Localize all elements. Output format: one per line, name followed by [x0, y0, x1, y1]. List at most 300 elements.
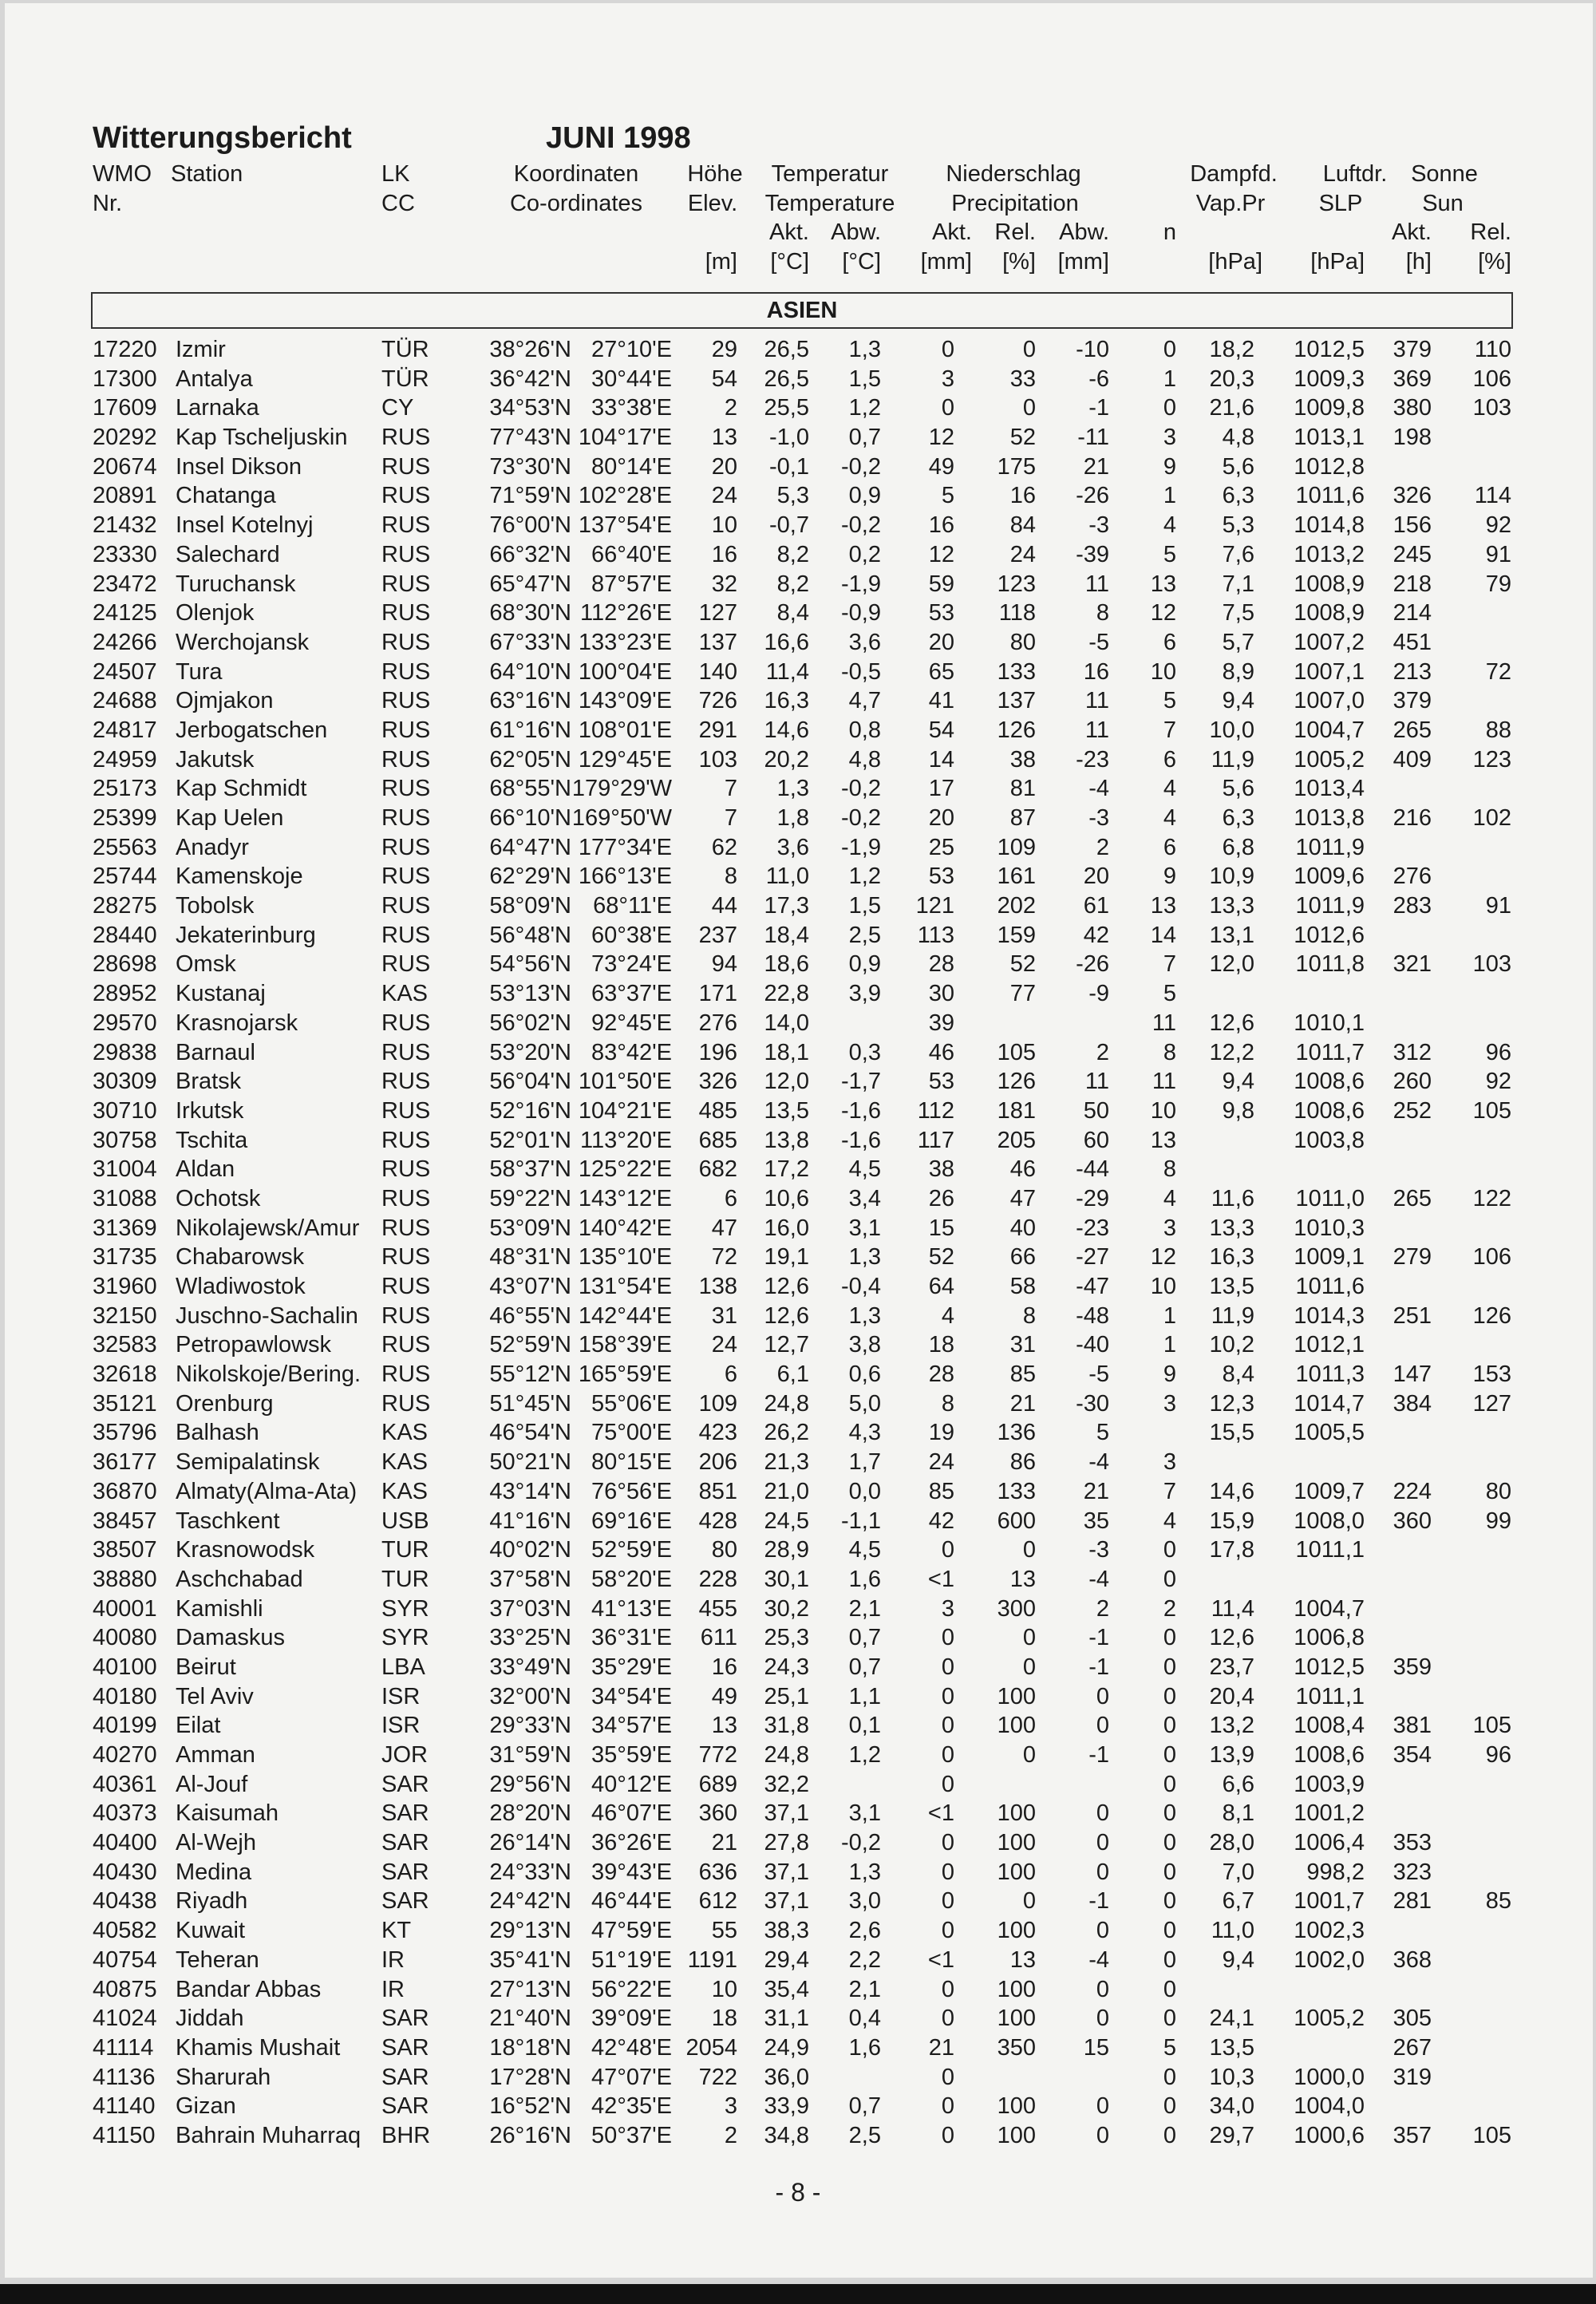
wmo-nr-cell: 38457	[93, 1508, 157, 1534]
station-name-cell: Krasnowodsk	[176, 1537, 315, 1563]
elevation-cell: 455	[698, 1595, 737, 1622]
section-title: ASIEN	[91, 292, 1513, 329]
wmo-nr-cell: 40875	[93, 1976, 157, 2002]
precip-rel-cell: 0	[1022, 337, 1036, 362]
precip-days-cell: 13	[1150, 1127, 1176, 1153]
latitude-cell: 76°00'N	[489, 512, 571, 539]
latitude-cell: 71°59'N	[489, 483, 571, 509]
sun-rel-cell: 126	[1472, 1302, 1511, 1329]
latitude-cell: 37°58'N	[489, 1566, 571, 1592]
sea-level-pressure-cell: 1007,1	[1294, 658, 1365, 685]
station-name-cell: Tschita	[176, 1127, 248, 1153]
table-row	[0, 570, 1596, 599]
longitude-cell: 35°29'E	[591, 1654, 672, 1680]
country-code-cell: RUS	[381, 1302, 431, 1329]
longitude-cell: 80°14'E	[591, 453, 672, 480]
sun-akt-cell: 281	[1393, 1888, 1432, 1915]
precip-abw-cell: 61	[1083, 893, 1109, 919]
sea-level-pressure-cell: 1004,7	[1294, 717, 1365, 743]
header-precip-unit-mm2: [mm]	[1057, 249, 1109, 275]
precip-abw-cell: 21	[1083, 453, 1109, 480]
table-row	[0, 774, 1596, 804]
precip-rel-cell: 133	[997, 658, 1036, 685]
latitude-cell: 43°07'N	[489, 1274, 571, 1299]
sun-akt-cell: 265	[1393, 1185, 1432, 1211]
station-name-cell: Krasnojarsk	[176, 1010, 298, 1036]
latitude-cell: 28°20'N	[489, 1800, 571, 1827]
sun-rel-cell: 96	[1485, 1742, 1511, 1768]
precip-rel-cell: 100	[997, 2093, 1036, 2120]
elevation-cell: 612	[698, 1888, 737, 1915]
wmo-nr-cell: 17609	[93, 395, 157, 421]
table-row	[0, 1067, 1596, 1097]
precip-days-cell: 14	[1150, 922, 1176, 948]
latitude-cell: 21°40'N	[489, 2006, 571, 2032]
temp-abw-cell: -0,2	[841, 1830, 881, 1856]
temp-abw-cell: 1,2	[848, 395, 881, 421]
precip-akt-cell: 64	[928, 1274, 954, 1299]
country-code-cell: SYR	[381, 1625, 429, 1651]
vapour-pressure-cell: 6,7	[1222, 1888, 1254, 1915]
vapour-pressure-cell: 15,9	[1209, 1508, 1254, 1534]
temp-abw-cell: -1,6	[841, 1097, 881, 1124]
precip-days-cell: 0	[1163, 395, 1176, 421]
vapour-pressure-cell: 29,7	[1209, 2122, 1254, 2148]
precip-akt-cell: 3	[941, 366, 954, 392]
elevation-cell: 109	[698, 1390, 737, 1417]
precip-akt-cell: 0	[941, 1859, 954, 1885]
latitude-cell: 58°09'N	[489, 893, 571, 919]
table-row	[0, 1507, 1596, 1536]
precip-rel-cell: 47	[1009, 1185, 1036, 1211]
sea-level-pressure-cell: 1009,1	[1294, 1244, 1365, 1271]
wmo-nr-cell: 28952	[93, 981, 157, 1007]
sun-akt-cell: 312	[1393, 1039, 1432, 1065]
wmo-nr-cell: 24688	[93, 688, 157, 714]
longitude-cell: 66°40'E	[591, 541, 672, 567]
table-row	[0, 1009, 1596, 1038]
longitude-cell: 58°20'E	[591, 1566, 672, 1592]
longitude-cell: 83°42'E	[591, 1039, 672, 1065]
precip-days-cell: 10	[1150, 658, 1176, 685]
precip-akt-cell: 21	[928, 2034, 954, 2061]
longitude-cell: 142°44'E	[578, 1302, 672, 1329]
temp-abw-cell: 4,5	[848, 1156, 881, 1183]
temp-abw-cell: 0,7	[848, 2093, 881, 2120]
temp-abw-cell: 2,1	[848, 1976, 881, 2002]
elevation-cell: 103	[698, 746, 737, 773]
sea-level-pressure-cell: 1001,7	[1294, 1888, 1365, 1915]
sun-akt-cell: 379	[1393, 688, 1432, 714]
temp-akt-cell: 24,9	[764, 2034, 809, 2061]
sea-level-pressure-cell: 1012,5	[1294, 337, 1365, 362]
precip-akt-cell: 42	[928, 1508, 954, 1534]
sun-rel-cell: 105	[1472, 1097, 1511, 1124]
temp-akt-cell: 24,3	[764, 1654, 809, 1680]
precip-abw-cell: 2	[1096, 1039, 1109, 1065]
temp-abw-cell: 2,6	[848, 1918, 881, 1944]
vapour-pressure-cell: 8,4	[1222, 1361, 1254, 1388]
station-name-cell: Ochotsk	[176, 1185, 261, 1211]
longitude-cell: 92°45'E	[591, 1010, 672, 1036]
vapour-pressure-cell: 34,0	[1209, 2093, 1254, 2120]
country-code-cell: TÜR	[381, 366, 429, 392]
temp-abw-cell: 0,7	[848, 425, 881, 451]
precip-akt-cell: 20	[928, 629, 954, 655]
elevation-cell: 276	[698, 1010, 737, 1036]
precip-abw-cell: -4	[1088, 1566, 1109, 1592]
elevation-cell: 127	[698, 600, 737, 626]
table-row	[0, 1623, 1596, 1653]
temp-akt-cell: 26,5	[764, 337, 809, 362]
temp-abw-cell: 0,1	[848, 1713, 881, 1739]
precip-abw-cell: -39	[1076, 541, 1109, 567]
temp-abw-cell: 1,2	[848, 1742, 881, 1768]
table-row	[0, 1916, 1596, 1946]
wmo-nr-cell: 29838	[93, 1039, 157, 1065]
precip-akt-cell: 0	[941, 1683, 954, 1709]
sun-akt-cell: 323	[1393, 1859, 1432, 1885]
country-code-cell: BHR	[381, 2122, 431, 2148]
precip-days-cell: 6	[1163, 834, 1176, 860]
country-code-cell: KAS	[381, 1478, 429, 1504]
table-row	[0, 804, 1596, 833]
precip-akt-cell: 65	[928, 658, 954, 685]
wmo-nr-cell: 23472	[93, 571, 157, 597]
precip-abw-cell: 0	[1096, 2093, 1109, 2120]
table-row	[0, 1126, 1596, 1156]
table-row	[0, 1828, 1596, 1858]
longitude-cell: 69°16'E	[591, 1508, 672, 1534]
station-name-cell: Sharurah	[176, 2064, 271, 2090]
wmo-nr-cell: 40438	[93, 1888, 157, 1915]
sun-akt-cell: 265	[1393, 717, 1432, 743]
header-sonne: Sonne	[1411, 161, 1478, 187]
country-code-cell: RUS	[381, 688, 431, 714]
precip-akt-cell: 49	[928, 453, 954, 480]
wmo-nr-cell: 30758	[93, 1127, 157, 1153]
station-name-cell: Omsk	[176, 951, 236, 978]
latitude-cell: 77°43'N	[489, 425, 571, 451]
sun-akt-cell: 224	[1393, 1478, 1432, 1504]
vapour-pressure-cell: 6,3	[1222, 805, 1254, 831]
precip-rel-cell: 84	[1009, 512, 1036, 539]
temp-abw-cell: -1,1	[841, 1508, 881, 1534]
header-vappr: Vap.Pr	[1195, 191, 1266, 216]
precip-akt-cell: <1	[927, 1946, 954, 1973]
vapour-pressure-cell: 9,4	[1222, 1069, 1254, 1095]
longitude-cell: 179°29'W	[571, 776, 672, 802]
sea-level-pressure-cell: 1004,0	[1294, 2093, 1365, 2120]
precip-rel-cell: 350	[997, 2034, 1036, 2061]
sea-level-pressure-cell: 1013,4	[1294, 776, 1365, 802]
station-name-cell: Al-Jouf	[176, 1771, 248, 1797]
precip-days-cell: 5	[1163, 2034, 1176, 2061]
sun-akt-cell: 198	[1393, 425, 1432, 451]
sun-rel-cell: 106	[1472, 1244, 1511, 1271]
longitude-cell: 63°37'E	[591, 981, 672, 1007]
header-precip-unit-mm: [mm]	[920, 249, 972, 275]
precip-rel-cell: 66	[1009, 1244, 1036, 1271]
longitude-cell: 52°59'E	[591, 1537, 672, 1563]
temp-abw-cell: -1,9	[841, 834, 881, 860]
latitude-cell: 68°30'N	[489, 600, 571, 626]
temp-akt-cell: 13,8	[764, 1127, 809, 1153]
header-precip-unit-pct: [%]	[1002, 249, 1036, 275]
latitude-cell: 52°01'N	[489, 1127, 571, 1153]
precip-abw-cell: 0	[1096, 1800, 1109, 1827]
wmo-nr-cell: 30710	[93, 1097, 157, 1124]
temp-abw-cell: 0,7	[848, 1625, 881, 1651]
table-row	[0, 2033, 1596, 2063]
wmo-nr-cell: 40100	[93, 1654, 157, 1680]
temp-akt-cell: 31,1	[764, 2006, 809, 2032]
wmo-nr-cell: 25399	[93, 805, 157, 831]
precip-rel-cell: 52	[1009, 951, 1036, 978]
precip-rel-cell: 0	[1022, 1625, 1036, 1651]
sea-level-pressure-cell: 1003,8	[1294, 1127, 1365, 1153]
table-row	[0, 1184, 1596, 1214]
wmo-nr-cell: 38507	[93, 1537, 157, 1563]
table-row	[0, 599, 1596, 628]
vapour-pressure-cell: 14,6	[1209, 1478, 1254, 1504]
station-name-cell: Barnaul	[176, 1039, 255, 1065]
country-code-cell: RUS	[381, 1039, 431, 1065]
temp-akt-cell: 25,1	[764, 1683, 809, 1709]
table-row	[0, 1477, 1596, 1507]
header-precipitation: Precipitation	[951, 191, 1079, 216]
wmo-nr-cell: 25744	[93, 864, 157, 890]
wmo-nr-cell: 40199	[93, 1713, 157, 1739]
header-niederschlag: Niederschlag	[946, 161, 1081, 187]
elevation-cell: 206	[698, 1449, 737, 1476]
country-code-cell: RUS	[381, 893, 431, 919]
temp-abw-cell: 3,1	[848, 1215, 881, 1241]
vapour-pressure-cell: 11,4	[1211, 1595, 1254, 1622]
latitude-cell: 46°55'N	[489, 1302, 571, 1329]
precip-akt-cell: 112	[917, 1097, 954, 1124]
elevation-cell: 16	[711, 1654, 737, 1680]
vapour-pressure-cell: 13,5	[1209, 1274, 1254, 1299]
latitude-cell: 29°13'N	[489, 1918, 571, 1944]
sun-rel-cell: 79	[1485, 571, 1511, 597]
precip-days-cell: 4	[1163, 805, 1176, 831]
precip-akt-cell: 0	[941, 2006, 954, 2032]
table-row	[0, 862, 1596, 891]
latitude-cell: 43°14'N	[489, 1478, 571, 1504]
precip-days-cell: 1	[1163, 366, 1176, 392]
wmo-nr-cell: 41140	[93, 2093, 156, 2120]
elevation-cell: 7	[724, 776, 737, 802]
elevation-cell: 689	[698, 1771, 737, 1797]
country-code-cell: RUS	[381, 453, 431, 480]
precip-days-cell: 8	[1163, 1039, 1176, 1065]
latitude-cell: 41°16'N	[489, 1508, 571, 1534]
sea-level-pressure-cell: 1009,3	[1294, 366, 1365, 392]
precip-abw-cell: -26	[1076, 951, 1109, 978]
sun-rel-cell: 127	[1472, 1390, 1511, 1417]
country-code-cell: IR	[381, 1946, 405, 1973]
precip-abw-cell: -23	[1076, 1215, 1109, 1241]
sea-level-pressure-cell: 1010,1	[1294, 1010, 1365, 1036]
wmo-nr-cell: 20292	[93, 425, 157, 451]
wmo-nr-cell: 40270	[93, 1742, 157, 1768]
precip-days-cell: 0	[1163, 1566, 1176, 1592]
table-row	[0, 1858, 1596, 1887]
temp-akt-cell: 32,2	[764, 1771, 809, 1797]
sun-akt-cell: 319	[1393, 2064, 1432, 2090]
elevation-cell: 24	[711, 483, 737, 509]
elevation-cell: 2	[724, 395, 737, 421]
sun-akt-cell: 283	[1393, 893, 1432, 919]
sun-akt-cell: 354	[1393, 1742, 1432, 1768]
wmo-nr-cell: 31369	[93, 1215, 157, 1241]
table-row	[0, 1214, 1596, 1243]
precip-akt-cell: <1	[927, 1800, 954, 1827]
temp-abw-cell: 3,6	[848, 629, 881, 655]
sun-akt-cell: 381	[1393, 1713, 1432, 1739]
station-name-cell: Antalya	[176, 366, 253, 392]
sun-akt-cell: 451	[1393, 629, 1432, 655]
precip-akt-cell: 121	[915, 893, 954, 919]
station-name-cell: Turuchansk	[176, 571, 296, 597]
country-code-cell: ISR	[381, 1713, 421, 1739]
temp-abw-cell: 2,5	[848, 922, 881, 948]
vapour-pressure-cell: 20,4	[1209, 1683, 1254, 1709]
station-name-cell: Tel Aviv	[176, 1683, 254, 1709]
precip-abw-cell: -10	[1076, 337, 1109, 362]
sea-level-pressure-cell: 1010,3	[1294, 1215, 1365, 1241]
temp-abw-cell: -0,2	[841, 453, 881, 480]
header-slp-unit: [hPa]	[1310, 249, 1365, 275]
temp-akt-cell: 28,9	[764, 1537, 809, 1563]
temp-abw-cell: -0,9	[841, 600, 881, 626]
temp-akt-cell: 6,1	[776, 1361, 809, 1388]
temp-abw-cell: 1,3	[848, 1302, 881, 1329]
vapour-pressure-cell: 12,0	[1209, 951, 1254, 978]
precip-akt-cell: 16	[928, 512, 954, 539]
temp-abw-cell: 1,5	[848, 893, 881, 919]
table-row	[0, 423, 1596, 453]
longitude-cell: 50°37'E	[591, 2122, 672, 2148]
precip-abw-cell: -5	[1088, 629, 1109, 655]
table-row	[0, 1975, 1596, 2005]
vapour-pressure-cell: 11,6	[1211, 1185, 1254, 1211]
precip-akt-cell: 0	[941, 1918, 954, 1944]
longitude-cell: 177°34'E	[578, 834, 672, 860]
header-vappr-unit: [hPa]	[1208, 249, 1262, 275]
country-code-cell: RUS	[381, 1244, 431, 1271]
header-sun-unit-pct: [%]	[1478, 249, 1511, 275]
vapour-pressure-cell: 10,9	[1209, 864, 1254, 890]
station-name-cell: Teheran	[176, 1946, 259, 1973]
temp-abw-cell: 1,1	[848, 1683, 881, 1709]
precip-akt-cell: 46	[928, 1039, 954, 1065]
station-name-cell: Kamenskoje	[176, 864, 303, 890]
header-temp-abw-unit: [°C]	[842, 249, 881, 275]
precip-days-cell: 3	[1163, 425, 1176, 451]
country-code-cell: SAR	[381, 2064, 429, 2090]
precip-abw-cell: -3	[1088, 512, 1109, 539]
temp-abw-cell: 0,9	[848, 483, 881, 509]
longitude-cell: 129°45'E	[578, 746, 672, 773]
table-row	[0, 1418, 1596, 1448]
station-name-cell: Bahrain Muharraq	[176, 2122, 361, 2148]
vapour-pressure-cell: 5,6	[1222, 453, 1254, 480]
table-row	[0, 365, 1596, 394]
sea-level-pressure-cell: 1008,6	[1294, 1097, 1365, 1124]
table-row	[0, 891, 1596, 921]
elevation-cell: 3	[724, 2093, 737, 2120]
sea-level-pressure-cell: 1014,3	[1294, 1302, 1365, 1329]
station-name-cell: Amman	[176, 1742, 255, 1768]
precip-rel-cell: 0	[1022, 1654, 1036, 1680]
precip-rel-cell: 100	[997, 1830, 1036, 1856]
table-row	[0, 1272, 1596, 1302]
longitude-cell: 102°28'E	[578, 483, 672, 509]
precip-abw-cell: 0	[1096, 1976, 1109, 2002]
precip-abw-cell: -47	[1076, 1274, 1109, 1299]
precip-abw-cell: 0	[1096, 2006, 1109, 2032]
header-slp: SLP	[1318, 191, 1363, 216]
temp-abw-cell: 0,6	[848, 1361, 881, 1388]
temp-akt-cell: 18,4	[764, 922, 809, 948]
sun-akt-cell: 218	[1393, 571, 1432, 597]
wmo-nr-cell: 24125	[93, 600, 157, 626]
precip-akt-cell: 0	[941, 1537, 954, 1563]
wmo-nr-cell: 38880	[93, 1566, 157, 1592]
station-name-cell: Kuwait	[176, 1918, 246, 1944]
precip-days-cell: 13	[1150, 893, 1176, 919]
precip-days-cell: 13	[1150, 571, 1176, 597]
precip-akt-cell: 8	[941, 1390, 954, 1417]
temp-akt-cell: 29,4	[764, 1946, 809, 1973]
sea-level-pressure-cell: 1008,6	[1294, 1069, 1365, 1095]
longitude-cell: 108°01'E	[578, 717, 672, 743]
country-code-cell: TUR	[381, 1566, 429, 1592]
sea-level-pressure-cell: 1013,2	[1294, 541, 1365, 567]
elevation-cell: 6	[724, 1185, 737, 1211]
wmo-nr-cell: 35121	[93, 1390, 157, 1417]
vapour-pressure-cell: 13,5	[1209, 2034, 1254, 2061]
precip-akt-cell: 30	[928, 981, 954, 1007]
longitude-cell: 112°26'E	[580, 600, 672, 626]
precip-akt-cell: 20	[928, 805, 954, 831]
vapour-pressure-cell: 24,1	[1209, 2006, 1254, 2032]
precip-akt-cell: 25	[928, 834, 954, 860]
precip-days-cell: 0	[1163, 1830, 1176, 1856]
table-row	[0, 2092, 1596, 2121]
country-code-cell: RUS	[381, 541, 431, 567]
vapour-pressure-cell: 5,6	[1222, 776, 1254, 802]
temp-abw-cell: 0,0	[848, 1478, 881, 1504]
elevation-cell: 47	[711, 1215, 737, 1241]
station-name-cell: Petropawlowsk	[176, 1332, 332, 1358]
sun-akt-cell: 305	[1393, 2006, 1432, 2032]
station-name-cell: Jakutsk	[176, 746, 255, 773]
elevation-cell: 722	[698, 2064, 737, 2090]
station-name-cell: Jiddah	[176, 2006, 244, 2032]
longitude-cell: 101°50'E	[578, 1069, 672, 1095]
longitude-cell: 34°54'E	[591, 1683, 672, 1709]
precip-akt-cell: 52	[928, 1244, 954, 1271]
precip-days-cell: 0	[1163, 1713, 1176, 1739]
precip-akt-cell: 53	[928, 600, 954, 626]
vapour-pressure-cell: 12,2	[1209, 1039, 1254, 1065]
precip-days-cell: 11	[1152, 1010, 1176, 1036]
latitude-cell: 65°47'N	[489, 571, 571, 597]
sea-level-pressure-cell: 1013,1	[1294, 425, 1365, 451]
